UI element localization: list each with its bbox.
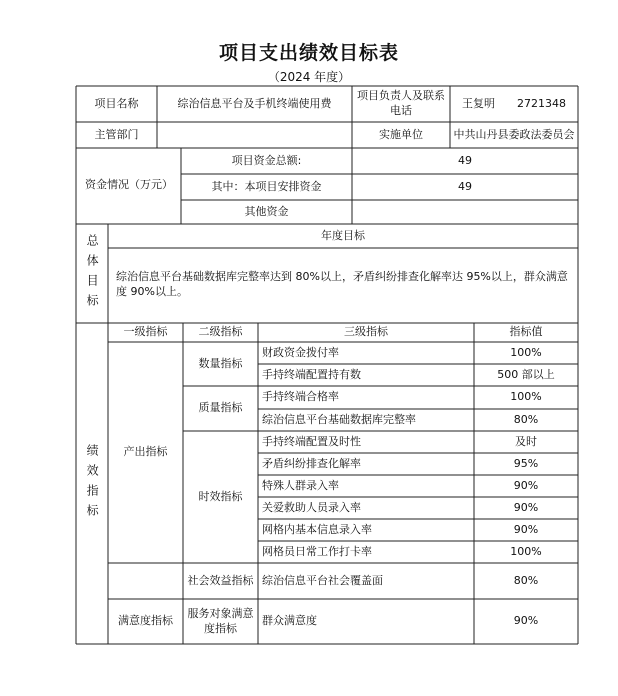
page-title: 项目支出绩效目标表 (218, 42, 399, 64)
funds-total-value: 49 (458, 153, 472, 167)
header-level1: 一级指标 (123, 325, 168, 339)
performance-label: 绩效指标 (85, 443, 100, 524)
indicator-name: 手持终端配置及时性 (262, 434, 361, 448)
level2-timeliness: 时效指标 (198, 489, 243, 503)
level2-service: 服务对象满意度指标 (187, 606, 254, 635)
dept-value (157, 122, 352, 148)
header-level2: 二级指标 (198, 325, 243, 339)
funds-total-label: 项目资金总额: (231, 153, 302, 167)
page-subtitle: （2024 年度） (267, 70, 351, 84)
header-level3: 三级指标 (344, 325, 388, 339)
level1-satisfaction: 满意度指标 (118, 614, 173, 628)
indicator-name: 特殊人群录入率 (262, 478, 339, 492)
project-name-label: 项目名称 (94, 96, 139, 110)
header-value: 指标值 (509, 325, 543, 339)
overall-goal-label: 总体目标 (85, 233, 100, 314)
level2-quantity: 数量指标 (198, 356, 243, 370)
level1-benefit (108, 563, 183, 599)
indicator-value: 500 部以上 (497, 367, 555, 381)
indicator-value: 90% (513, 478, 539, 492)
indicator-name: 综治信息平台社会覆盖面 (262, 573, 383, 587)
indicator-name: 关爱救助人员录入率 (262, 500, 361, 514)
indicator-name: 群众满意度 (262, 614, 317, 628)
dept-label: 主管部门 (94, 127, 139, 141)
funds-arranged-value: 49 (458, 179, 472, 193)
level2-social: 社会效益指标 (187, 573, 254, 587)
funds-other-label: 其他资金 (244, 204, 289, 218)
funds-arranged-label: 其中：本项目安排资金 (211, 179, 322, 193)
annual-goal-text: 综治信息平台基础数据库完整率达到 80%以上，矛盾纠纷排查化解率达 95%以上，群众满意度 90%以上。 (116, 270, 568, 298)
level1-output: 产出指标 (123, 445, 168, 459)
indicator-value: 及时 (515, 434, 537, 448)
indicator-name: 手持终端配置持有数 (262, 367, 361, 381)
indicator-value: 80% (513, 412, 539, 426)
level2-quality: 质量指标 (198, 401, 243, 415)
impl-label: 实施单位 (379, 127, 423, 141)
indicator-value: 90% (513, 522, 539, 536)
contact-value: 王复明 2721348 (462, 96, 566, 110)
funds-label: 资金情况（万元） (85, 177, 173, 191)
annual-goal-header: 年度目标 (321, 228, 365, 242)
indicator-value: 100% (510, 390, 542, 404)
project-name-value: 综治信息平台及手机终端使用费 (177, 96, 332, 110)
indicator-name: 综治信息平台基础数据库完整率 (262, 412, 416, 426)
impl-value: 中共山丹县委政法委员会 (453, 127, 575, 141)
indicator-name: 网格员日常工作打卡率 (262, 544, 372, 558)
indicator-name: 财政资金拨付率 (262, 345, 339, 359)
contact-label: 项目负责人及联系电话 (357, 89, 445, 117)
indicator-value: 90% (513, 614, 539, 628)
indicator-name: 手持终端合格率 (262, 390, 339, 404)
indicator-value: 95% (513, 456, 539, 470)
indicator-value: 100% (510, 544, 542, 558)
indicator-name: 矛盾纠纷排查化解率 (262, 456, 361, 470)
indicator-value: 90% (513, 500, 539, 514)
indicator-value: 100% (510, 345, 542, 359)
funds-other-value (352, 200, 578, 224)
indicator-value: 80% (513, 573, 539, 587)
indicator-name: 网格内基本信息录入率 (262, 522, 372, 536)
